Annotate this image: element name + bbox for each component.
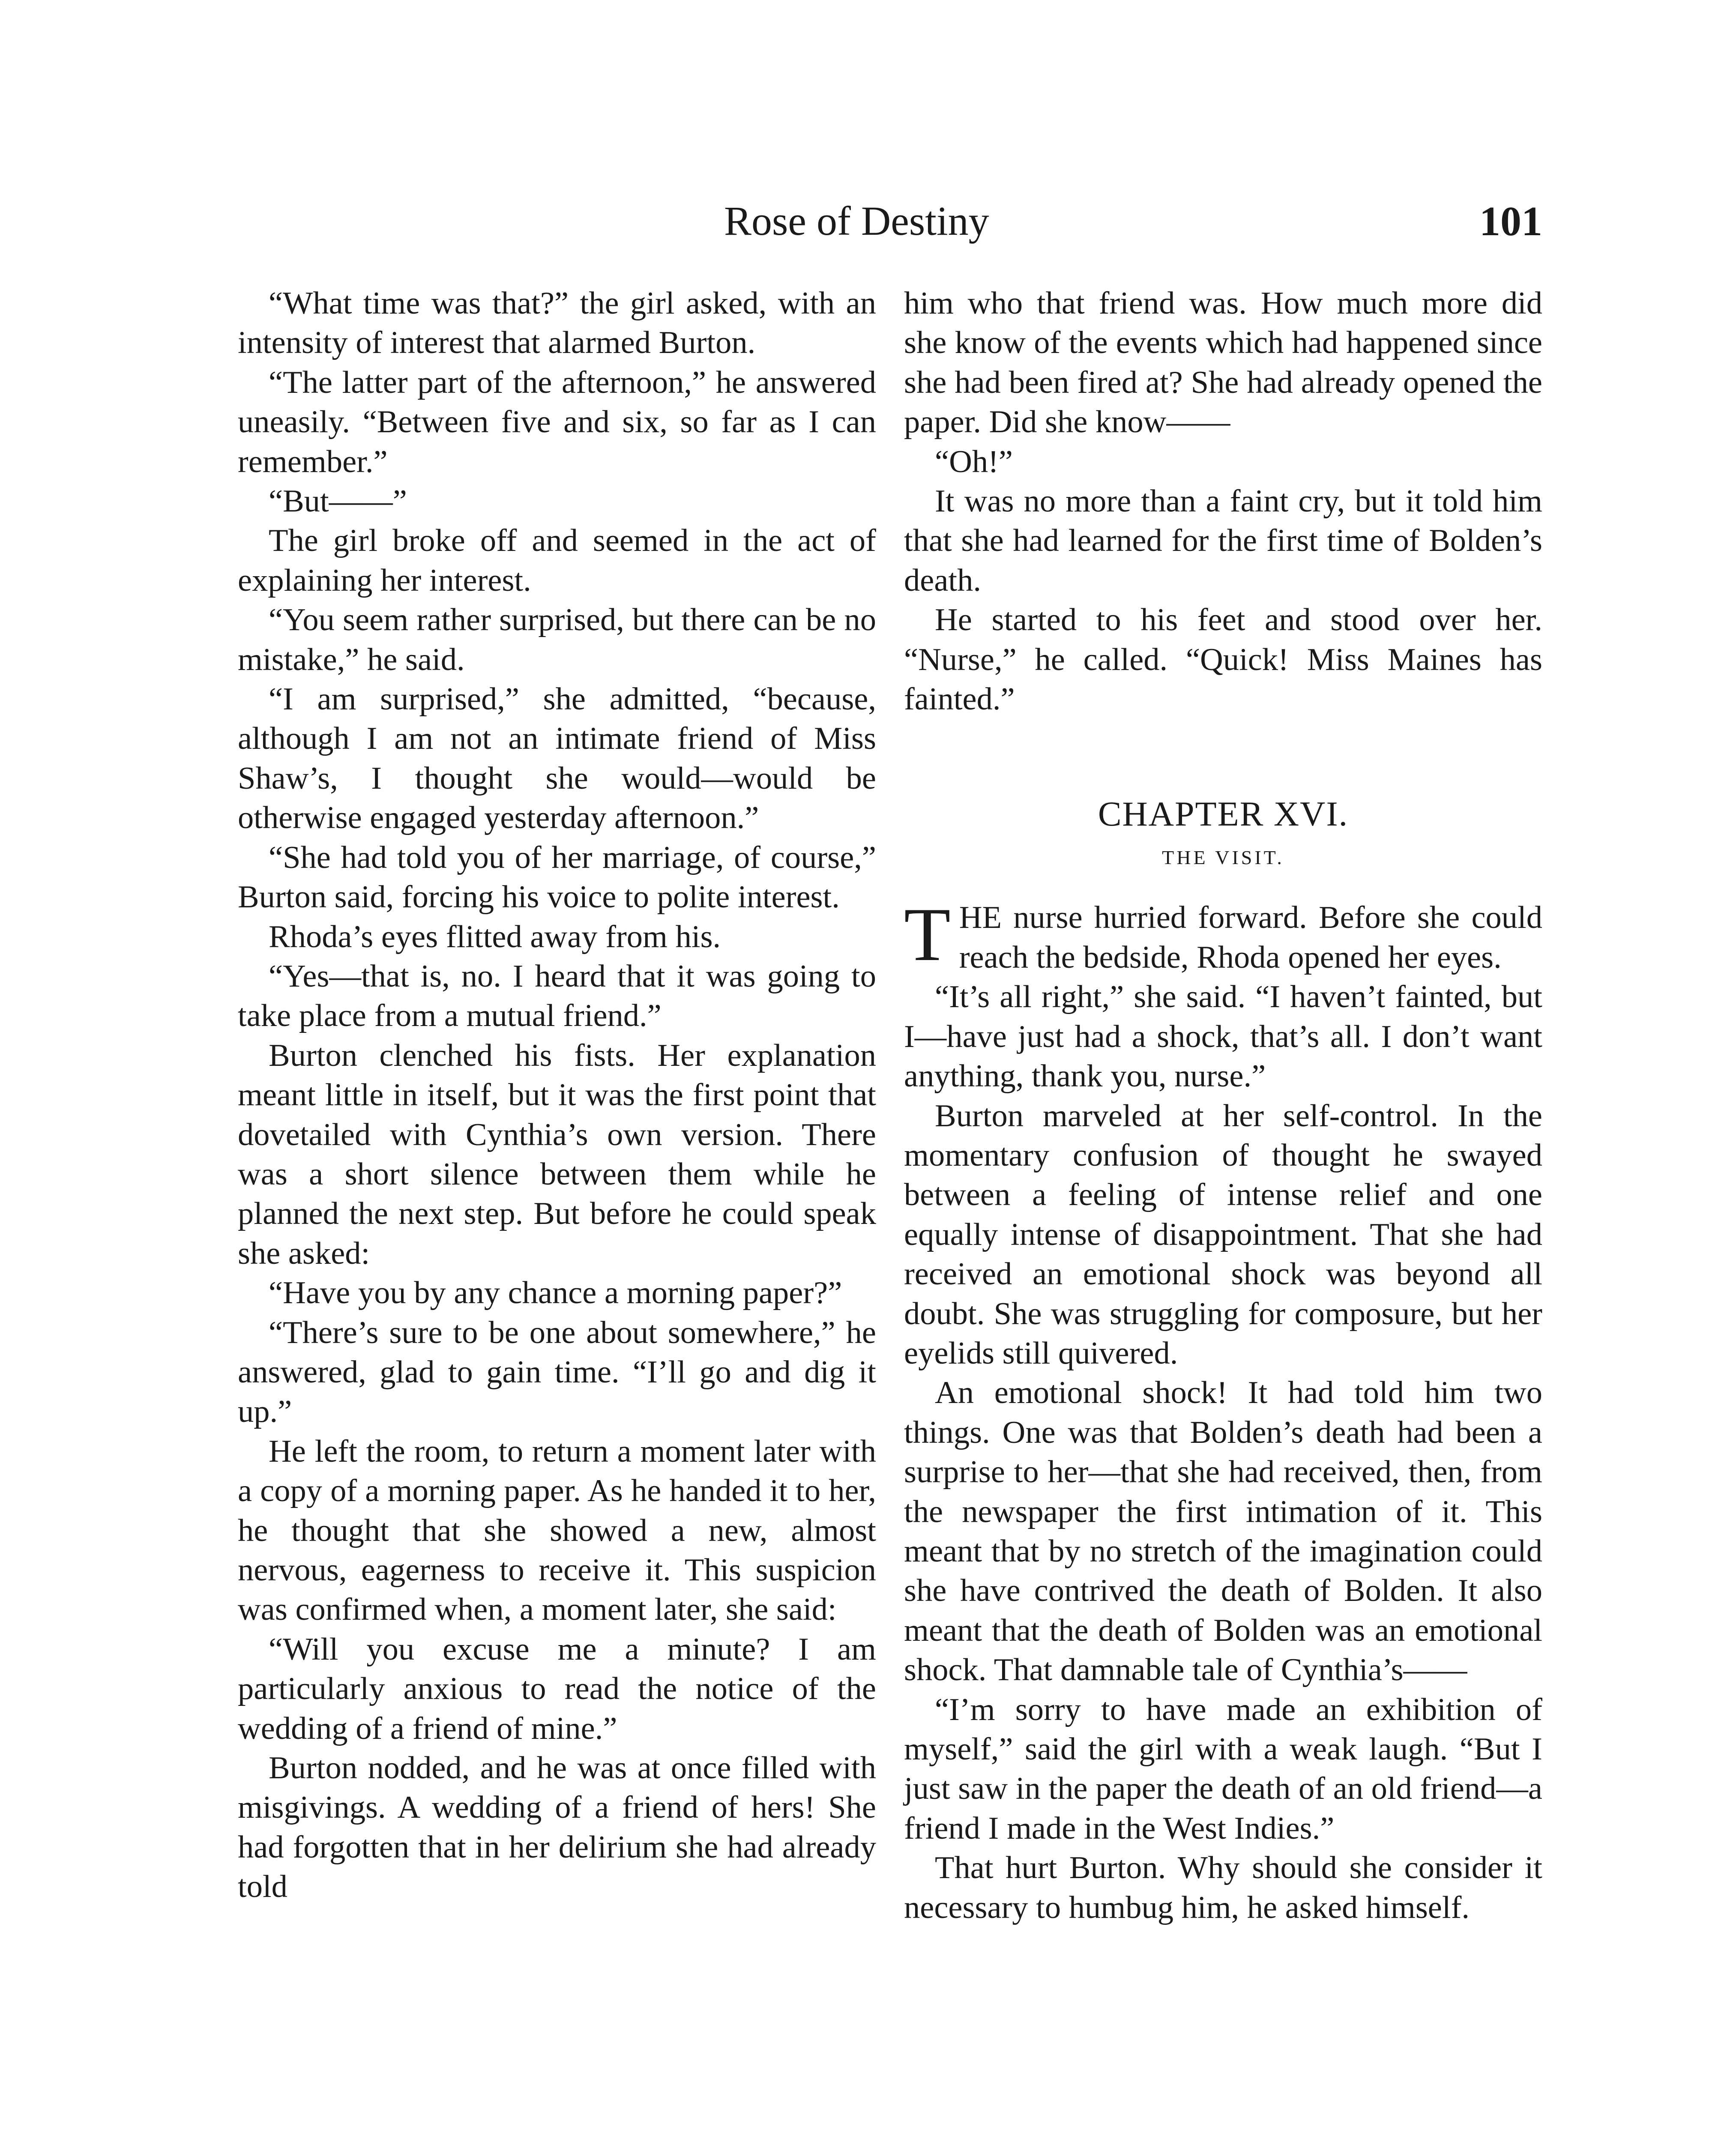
paragraph: “Have you by any chance a morning paper?”: [269, 1275, 842, 1311]
paragraph: Rhoda’s eyes flitted away from his.: [269, 919, 721, 954]
paragraph: “You seem rather surprised, but there can be no mistake,” he said.: [238, 602, 876, 677]
paragraph: He left the room, to return a moment later with a copy of a morning paper. As he handed it to her, he thought that she showed a new, almost nervous, eagerness to receive it. This suspicion was confirmed when, a moment later, she said:: [238, 1433, 876, 1627]
right-text-column: [904, 284, 1542, 1927]
paragraph: “But——”: [269, 484, 407, 519]
running-head-title: Rose of Destiny: [724, 198, 989, 244]
paragraph: An emotional shock! It had told him two things. One was that Bolden’s death had been a surprise to her—that she had received, then, from the newspaper the first intimation of it. This meant that by no stretch of the imagination could she have contrived the death of Bolden. It also meant that the death of Bolden was an emotional shock. That damnable tale of Cynthia’s——: [904, 1375, 1542, 1688]
page-number: 101: [1479, 198, 1542, 245]
left-text-column: [238, 284, 876, 1907]
chapter-subtitle: THE VISIT.: [1162, 847, 1284, 869]
paragraph: Burton clenched his fists. Her explanation meant little in itself, but it was the first point that dovetailed with Cynthia’s own version. There was a short silence between them while he planned the next step. But before he could speak she asked:: [238, 1038, 876, 1271]
opening-paragraph-text: HE nurse hurried forward. Before she could reach the bedside, Rhoda opened her eyes.: [959, 900, 1542, 975]
paragraph: He started to his feet and stood over her. “Nurse,” he called. “Quick! Miss Maines has fainted.”: [904, 602, 1542, 717]
paragraph: Burton nodded, and he was at once filled with misgivings. A wedding of a friend of hers! She had forgotten that in her delirium she had already told: [238, 1750, 876, 1905]
paragraph: “The latter part of the afternoon,” he answered uneasily. “Between five and six, so far as I can remember.”: [238, 365, 876, 479]
chapter-heading: CHAPTER XVI.: [1098, 794, 1349, 834]
paragraph: Burton marveled at her self-control. In the momentary confusion of thought he swayed between a feeling of intense relief and one equally intense of disappointment. That she had received an emotional shock was beyond all doubt. She was struggling for composure, but her eyelids still quivered.: [904, 1098, 1542, 1371]
drop-cap: T: [904, 892, 951, 977]
paragraph: “She had told you of her marriage, of course,” Burton said, forcing his voice to polite interest.: [238, 840, 876, 915]
paragraph: “Oh!”: [935, 444, 1013, 479]
paragraph: “Yes—that is, no. I heard that it was going to take place from a mutual friend.”: [238, 958, 876, 1034]
paragraph: The girl broke off and seemed in the act of explaining her interest.: [238, 523, 876, 598]
paragraph: “I’m sorry to have made an exhibition of myself,” said the girl with a weak laugh. “But I just saw in the paper the death of an old friend—a friend I made in the West Indies.”: [904, 1692, 1542, 1846]
paragraph-continued: him who that friend was. How much more did she know of the events which had happened since she had been fired at? She had already opened the paper. Did she know——: [904, 286, 1542, 440]
chapter-opening-paragraph: [904, 892, 1542, 977]
paragraph: “Will you excuse me a minute? I am particularly anxious to read the notice of the wedding of a friend of mine.”: [238, 1631, 876, 1746]
paragraph: “It’s all right,” she said. “I haven’t fainted, but I—have just had a shock, that’s all. I don’t want anything, thank you, nurse.”: [904, 979, 1542, 1094]
paragraph: It was no more than a faint cry, but it told him that she had learned for the first time of Bolden’s death.: [904, 484, 1542, 598]
paragraph: That hurt Burton. Why should she consider it necessary to humbug him, he asked himself.: [904, 1850, 1542, 1925]
paragraph: “I am surprised,” she admitted, “because, although I am not an intimate friend of Miss Shaw’s, I thought she would—would be otherwise engaged yesterday afternoon.”: [238, 682, 876, 836]
paragraph: “There’s sure to be one about somewhere,” he answered, glad to gain time. “I’ll go and dig it up.”: [238, 1315, 876, 1430]
paragraph: “What time was that?” the girl asked, with an intensity of interest that alarmed Burton.: [238, 286, 876, 361]
